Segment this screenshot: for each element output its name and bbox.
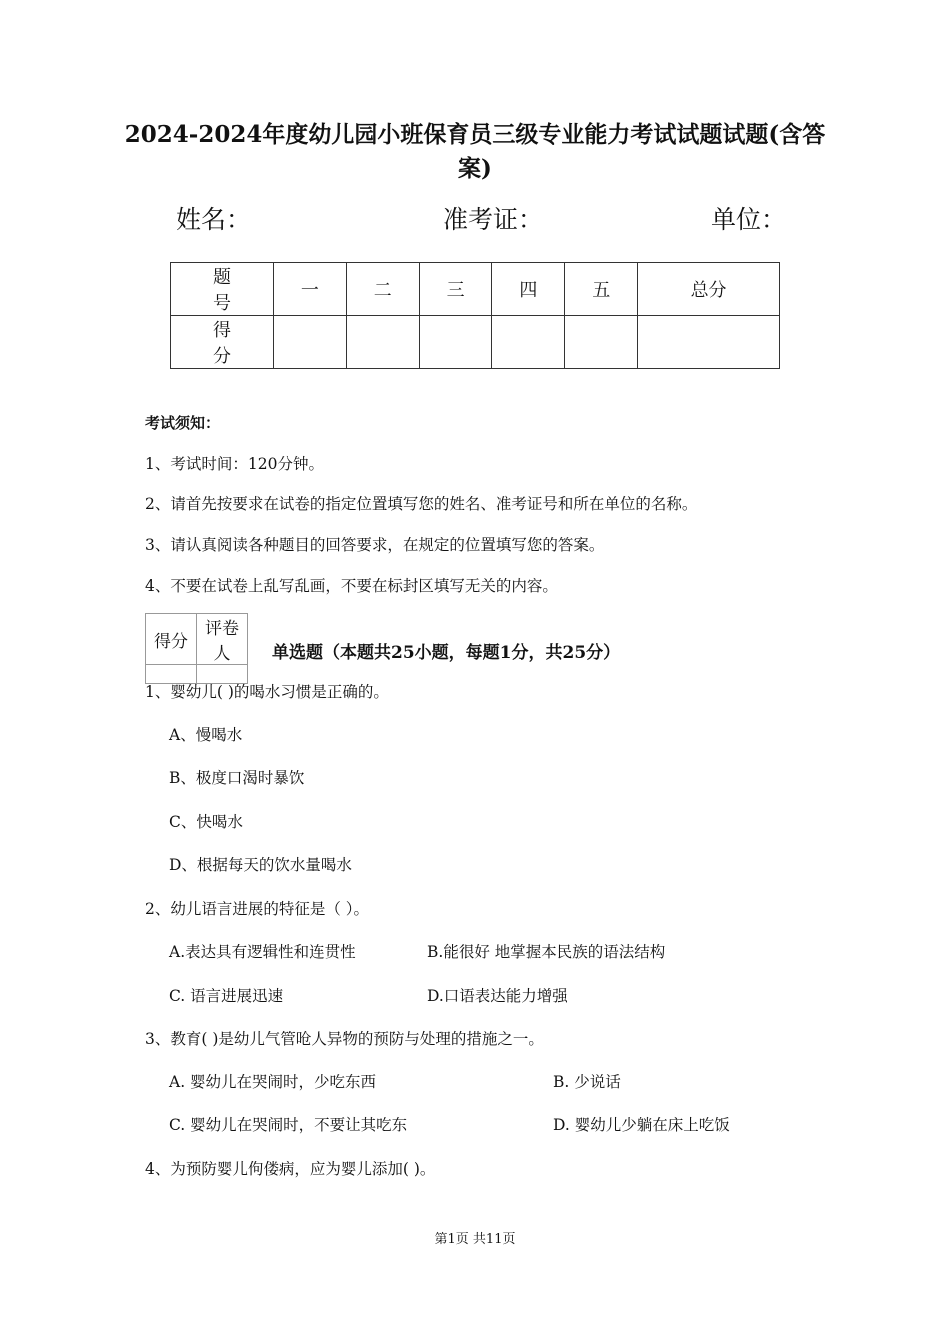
question-option: C、快喝水 [169,813,243,831]
question-option: D、根据每天的饮水量喝水 [169,856,352,874]
page-title: 2024-2024年度幼儿园小班保育员三级专业能力考试试题试题(含答案) [124,121,826,182]
note-item: 1、考试时间：120分钟。 [145,455,324,473]
question-stem: 3、教育( )是幼儿气管呛人异物的预防与处理的措施之一。 [145,1030,544,1048]
name-field-label: 姓名： [176,205,252,234]
unit-field-label: 单位： [711,205,787,234]
question-option: A、慢喝水 [169,726,243,744]
score-table-cell: 五 [565,263,638,316]
exam-id-field-label: 准考证： [443,205,544,234]
question-option: A. 婴幼儿在哭闹时，少吃东西 [169,1073,377,1091]
score-table-cell: 总分 [638,263,780,316]
score-table-cell: 三 [419,263,492,316]
score-table-cell: 一 [274,263,347,316]
score-table-cell: 四 [492,263,565,316]
question-option: B、极度口渴时暴饮 [169,769,305,787]
candidate-info-fields [0,200,950,240]
question-option: B. 少说话 [553,1073,621,1091]
score-entry-cell[interactable] [638,316,780,369]
score-table [170,262,780,369]
question-stem: 1、婴幼儿( )的喝水习惯是正确的。 [145,683,389,701]
score-entry-cell[interactable] [565,316,638,369]
question-option: D. 婴幼儿少躺在床上吃饭 [553,1116,730,1134]
question-option: D.口语表达能力增强 [427,987,568,1005]
question-stem: 2、幼儿语言进展的特征是（ ）。 [145,900,370,918]
score-table-cell: 二 [346,263,419,316]
page-footer: 第1页 共11页 [434,1232,516,1247]
grader-box [145,613,248,684]
score-table-score-row [171,316,780,369]
question-option: A.表达具有逻辑性和连贯性 [169,943,356,961]
grader-score-label: 得分 [146,614,197,665]
question-stem: 4、为预防婴儿佝偻病，应为婴儿添加( )。 [145,1160,436,1178]
score-table-cell: 题 号 [171,263,274,316]
question-option: C. 婴幼儿在哭闹时，不要让其吃东 [169,1116,408,1134]
question-option: B.能很好 地掌握本民族的语法结构 [427,943,666,961]
score-entry-cell[interactable] [419,316,492,369]
grader-reviewer-label: 评卷人 [197,614,248,665]
note-item: 3、请认真阅读各种题目的回答要求，在规定的位置填写您的答案。 [145,536,605,554]
question-option: C. 语言进展迅速 [169,987,284,1005]
score-entry-cell[interactable] [346,316,419,369]
note-item: 2、请首先按要求在试卷的指定位置填写您的姓名、准考证号和所在单位的名称。 [145,495,698,513]
section-title: 单选题（本题共25小题，每题1分，共25分） [272,643,621,663]
score-entry-cell[interactable] [274,316,347,369]
notes-heading: 考试须知： [145,414,221,432]
score-table-cell: 得 分 [171,316,274,369]
note-item: 4、不要在试卷上乱写乱画，不要在标封区填写无关的内容。 [145,577,558,595]
score-entry-cell[interactable] [492,316,565,369]
score-table-header-row [171,263,780,316]
